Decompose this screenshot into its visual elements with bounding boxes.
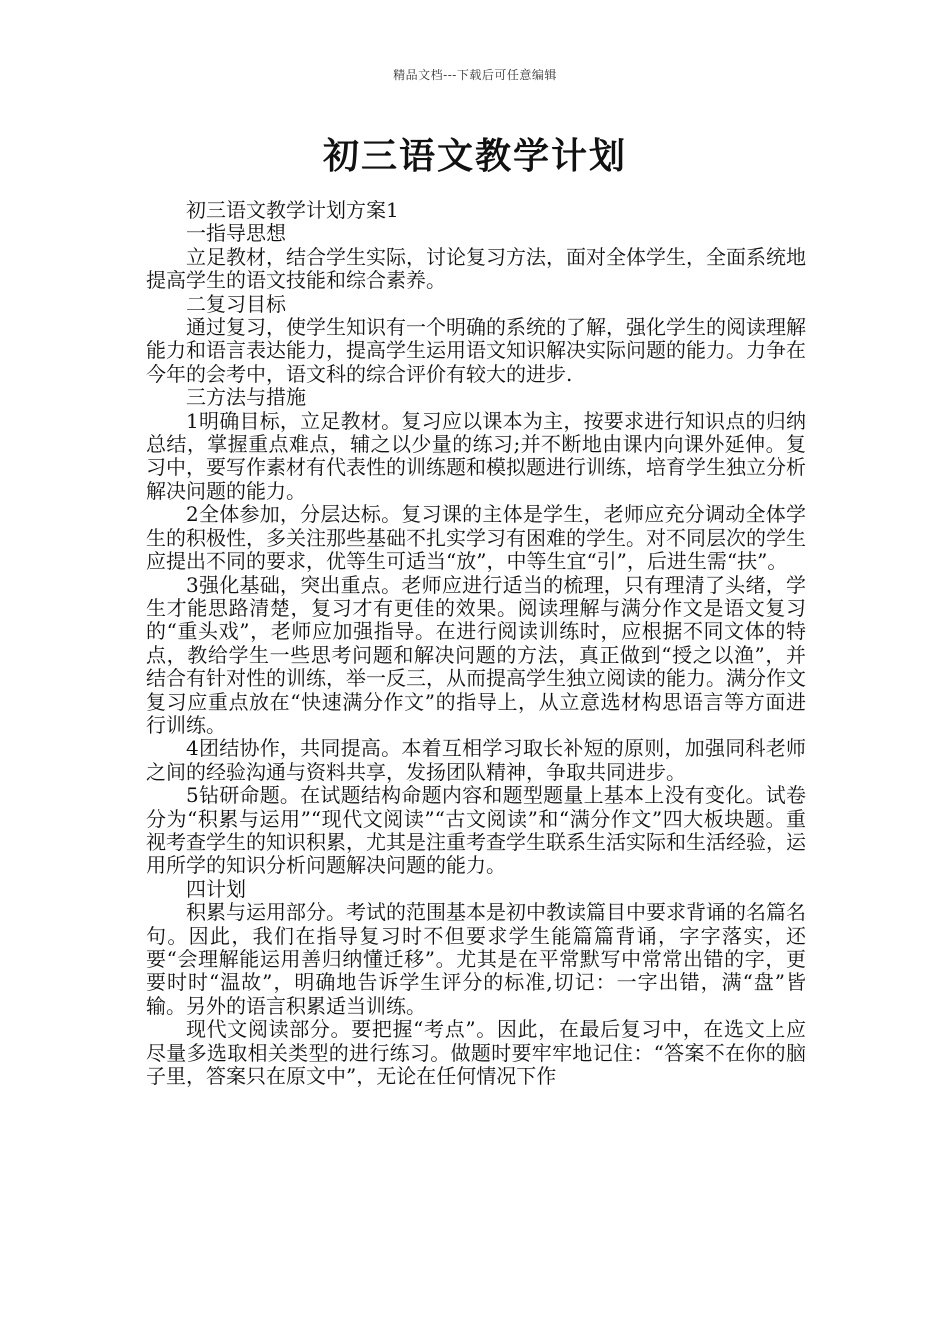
page-header-note: 精品文档---下载后可任意编辑 bbox=[393, 68, 557, 82]
paragraph-review-goals: 通过复习，使学生知识有一个明确的系统的了解，强化学生的阅读理解能力和语言表达能力，提高学生运用语文知识解决实际问题的能力。力争在今年的会考中，语文科的综合评价有较大的进步. bbox=[146, 315, 806, 386]
document-body bbox=[146, 199, 806, 1088]
paragraph-method-3: 3强化基础，突出重点。老师应进行适当的梳理，只有理清了头绪，学生才能思路清楚，复习才有更佳的效果。阅读理解与满分作文是语文复习的“重头戏”，老师应加强指导。在进行阅读训练时，应根据不同文体的特点，教给学生一些思考问题和解决问题的方法，真正做到“授之以渔”，并结合有针对性的训练，举一反三，从而提高学生独立阅读的能力。满分作文复习应重点放在“快速满分作文”的指导上，从立意选材构思语言等方面进行训练。 bbox=[146, 572, 806, 737]
paragraph-guiding-thought: 立足教材，结合学生实际，讨论复习方法，面对全体学生，全面系统地提高学生的语文技能和综合素养。 bbox=[146, 244, 806, 293]
paragraph-plan-modern-reading: 现代文阅读部分。要把握“考点”。因此，在最后复习中，在选文上应尽量多选取相关类型的进行练习。做题时要牢牢地记住：“答案不在你的脑子里，答案只在原文中”，无论在任何情况下作 bbox=[146, 1017, 806, 1089]
paragraph-method-2: 2全体参加，分层达标。复习课的主体是学生，老师应充分调动全体学生的积极性，多关注那些基础不扎实学习有困难的学生。对不同层次的学生应提出不同的要求，优等生可适当“放”，中等生宜“引”，后进生需“扶”。 bbox=[146, 502, 806, 574]
paragraph-method-4: 4团结协作，共同提高。本着互相学习取长补短的原则，加强同科老师之间的经验沟通与资料共享，发扬团队精神，争取共同进步。 bbox=[146, 736, 806, 784]
paragraph-plan-accumulation: 积累与运用部分。考试的范围基本是初中教读篇目中要求背诵的名篇名句。因此，我们在指导复习时不但要求学生能篇篇背诵，字字落实，还要“会理解能运用善归纳懂迁移”。尤其是在平常默写中常常出错的字，更要时时“温故”，明确地告诉学生评分的标准,切记：一字出错，满“盘”皆输。另外的语言积累适当训练。 bbox=[146, 900, 806, 1018]
heading-plan: 四计划 bbox=[186, 876, 246, 901]
paragraph-method-5: 5钻研命题。在试题结构命题内容和题型题量上基本上没有变化。试卷分为“积累与运用”“现代文阅读”“古文阅读”和“满分作文”四大板块题。重视考查学生的知识积累，尤其是注重考查学生联系生活实际和生活经验，运用所学的知识分析问题解决问题的能力。 bbox=[146, 783, 806, 878]
heading-guiding-thought: 一指导思想 bbox=[186, 221, 286, 246]
heading-methods: 三方法与措施 bbox=[186, 385, 306, 410]
document-title: 初三语文教学计划 bbox=[322, 135, 627, 177]
section-subtitle: 初三语文教学计划方案1 bbox=[186, 198, 399, 222]
heading-review-goals: 二复习目标 bbox=[186, 291, 286, 316]
paragraph-method-1: 1明确目标，立足教材。复习应以课本为主，按要求进行知识点的归纳总结，掌握重点难点，辅之以少量的练习;并不断地由课内向课外延伸。复习中，要写作素材有代表性的训练题和模拟题进行训练，培育学生独立分析解决问题的能力。 bbox=[146, 408, 806, 503]
